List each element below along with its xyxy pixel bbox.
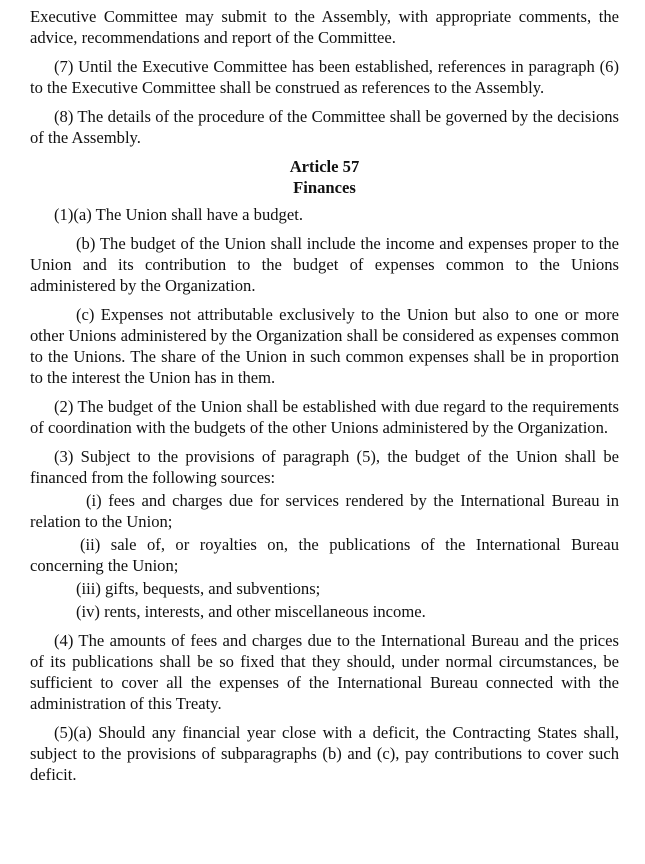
paragraph-5a: (5)(a) Should any financial year close with a deficit, the Contracting States shall, subject to the provisions of subparagraphs (b) and (c), pay contributions to cover such deficit. — [30, 723, 619, 784]
paragraph-3-ii: (ii) sale of, or royalties on, the publications of the International Bureau concerning the Union; — [30, 535, 619, 575]
article-heading — [30, 156, 619, 198]
paragraph-6-continuation: Executive Committee may submit to the Assembly, with appropriate comments, the advice, recommendations and report of the Committee. — [30, 7, 619, 47]
article-number: Article 57 — [289, 157, 360, 176]
article-title: Finances — [293, 178, 356, 197]
paragraph-1b: (b) The budget of the Union shall include the income and expenses proper to the Union and its contribution to the budget of expenses common to the Unions administered by the Organization. — [30, 234, 619, 295]
paragraph-2: (2) The budget of the Union shall be established with due regard to the requirements of coordination with the budgets of the other Unions administered by the Organization. — [30, 397, 619, 437]
paragraph-3-i: (i) fees and charges due for services rendered by the International Bureau in relation to the Union; — [30, 491, 619, 531]
paragraph-8: (8) The details of the procedure of the Committee shall be governed by the decisions of the Assembly. — [30, 107, 619, 147]
paragraph-3: (3) Subject to the provisions of paragraph (5), the budget of the Union shall be financed from the following sources: — [30, 447, 619, 487]
paragraph-7: (7) Until the Executive Committee has been established, references in paragraph (6) to the Executive Committee shall be construed as references to the Assembly. — [30, 57, 619, 97]
paragraph-4: (4) The amounts of fees and charges due to the International Bureau and the prices of its publications shall be so fixed that they should, under normal circumstances, be sufficient to cover all the expenses of the International Bureau connected with the administration of this Treaty. — [30, 631, 619, 713]
paragraph-3-iv: (iv) rents, interests, and other miscellaneous income. — [76, 602, 426, 621]
paragraph-1a: (1)(a) The Union shall have a budget. — [54, 205, 303, 224]
paragraph-1c: (c) Expenses not attributable exclusively to the Union but also to one or more other Unions administered by the Organization shall be considered as expenses common to the Unions. The share of the Union in such common expenses shall be in proportion to the interest the Union has in them. — [30, 305, 619, 387]
document-page — [30, 6, 619, 793]
paragraph-3-iii: (iii) gifts, bequests, and subventions; — [76, 579, 321, 598]
